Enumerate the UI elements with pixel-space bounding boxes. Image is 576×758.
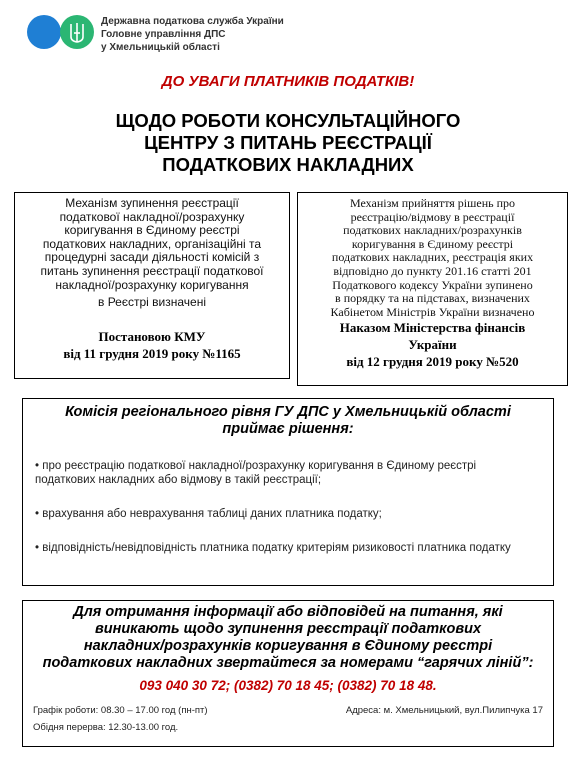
left-line: Механізм зупинення реєстрації	[65, 196, 239, 210]
commission-title-line: приймає рішення:	[222, 421, 354, 437]
contact-title	[23, 604, 553, 672]
hotline-phones: 093 040 30 72; (0382) 70 18 45; (0382) 70 18 48.	[139, 678, 437, 693]
left-line: процедурні засади діяльності комісій з	[44, 250, 260, 265]
org-line-3: у Хмельницькій області	[101, 42, 220, 53]
right-line: відповідно до пункту 201.16 статті 201	[333, 263, 532, 278]
contact-title-line: виникають щодо зупинення реєстрації податкових	[94, 621, 482, 637]
left-line: питань зупинення реєстрації податкової	[40, 263, 264, 278]
right-line: Механізм прийняття рішень про	[349, 196, 516, 210]
commission-bullet: • відповідність/невідповідність платника податку критеріям ризиковості платника податку	[35, 542, 511, 554]
left-line: в Реєстрі визначені	[98, 295, 206, 310]
right-line: Податкового кодексу України зупинено	[332, 277, 533, 292]
right-ref-line: Наказом Міністерства фінансів	[339, 320, 526, 336]
right-line: реєстрацію/відмову в реєстрації	[350, 209, 515, 224]
dps-logo	[26, 14, 96, 50]
left-ref-line: Постановою КМУ	[98, 328, 206, 344]
right-box-reference	[298, 319, 567, 370]
left-line: податкових накладних, організаційні та	[42, 236, 262, 251]
right-line: податкових накладних, реєстрація яких	[331, 250, 534, 265]
title-line-3: ПОДАТКОВИХ НАКЛАДНИХ	[162, 154, 414, 175]
left-ref-line: від 11 грудня 2019 року №1165	[63, 345, 241, 361]
attention-heading: ДО УВАГИ ПЛАТНИКІВ ПОДАТКІВ!	[161, 73, 415, 90]
office-address: Адреса: м. Хмельницький, вул.Пилипчука 17	[345, 705, 543, 716]
right-ref-line: України	[408, 337, 457, 353]
left-line: податкової накладної/розрахунку	[59, 209, 245, 224]
organization-name	[101, 15, 284, 54]
commission-title-line: Комісія регіонального рівня ГУ ДПС у Хмельницькій області	[65, 404, 511, 420]
right-line: Кабінетом Міністрів України визначено	[330, 304, 535, 319]
right-box-text	[298, 197, 567, 319]
org-line-1: Державна податкова служба України	[101, 16, 284, 27]
left-line: накладної/розрахунку коригування	[55, 277, 249, 292]
org-line-2: Головне управління ДПС	[101, 29, 226, 40]
commission-title	[23, 404, 553, 438]
lunch-break: Обідня перерва: 12.30-13.00 год.	[33, 722, 179, 733]
contact-box	[22, 600, 554, 747]
logo-blue-circle	[27, 15, 61, 49]
title-line-1: ЩОДО РОБОТИ КОНСУЛЬТАЦІЙНОГО	[115, 110, 461, 131]
contact-title-line: накладних/розрахунків коригування в Єдиному реєстрі	[83, 638, 493, 654]
right-line: податкових накладних/розрахунків	[343, 223, 522, 238]
left-line: коригування в Єдиному реєстрі	[64, 223, 240, 238]
right-info-box	[297, 192, 568, 386]
work-schedule: Графік роботи: 08.30 – 17.00 год (пн-пт)	[33, 705, 208, 716]
left-box-text	[15, 197, 289, 310]
title-line-2: ЦЕНТРУ З ПИТАНЬ РЕЄСТРАЦІЇ	[144, 132, 432, 153]
commission-box	[22, 398, 554, 586]
left-info-box	[14, 192, 290, 379]
contact-title-line: Для отримання інформації або відповідей на питання, які	[73, 604, 503, 620]
main-title	[0, 110, 576, 176]
right-ref-line: від 12 грудня 2019 року №520	[346, 354, 519, 370]
right-line: коригування в Єдиному реєстрі	[351, 236, 514, 251]
right-line: в порядку та на підставах, визначених	[335, 291, 530, 306]
left-box-reference	[15, 328, 289, 362]
commission-bullet: • про реєстрацію податкової накладної/розрахунку коригування в Єдиному реєстрі податкових накладних або відмову в такій реєстрації;	[35, 460, 477, 486]
contact-title-line: податкових накладних звертайтеся за номерами “гарячих ліній”:	[42, 655, 534, 671]
commission-bullet: • врахування або неврахування таблиці даних платника податку;	[35, 508, 382, 520]
